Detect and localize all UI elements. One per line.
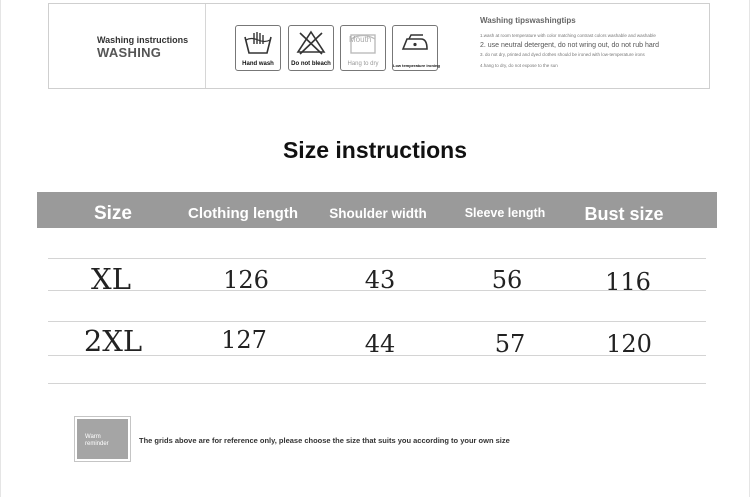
warm-reminder-inner bbox=[77, 419, 128, 459]
row-divider bbox=[48, 321, 706, 322]
reminder-note: The grids above are for reference only, please choose the size that suits you according to your own size bbox=[139, 436, 510, 445]
cell-size-2xl: 2XL bbox=[83, 324, 143, 358]
left-edge-line bbox=[0, 0, 1, 497]
warm-reminder-label bbox=[85, 434, 109, 448]
cell-shoulder-width: 44 bbox=[364, 330, 396, 358]
hang-dry-icon-box bbox=[340, 25, 386, 71]
iron-icon-box bbox=[392, 25, 438, 71]
hand-wash-label: Hand wash bbox=[242, 61, 274, 67]
cell-size-xl: XL bbox=[91, 262, 131, 296]
warm-reminder-line1: Warm bbox=[85, 434, 101, 440]
washing-tip-1: 1.wash at room temperature with color matching contrast colors washable and washable bbox=[480, 33, 656, 38]
header-clothing-length: Clothing length bbox=[188, 205, 298, 222]
size-instructions-title: Size instructions bbox=[282, 137, 468, 163]
washing-tip-4: 4.hang to dry, do not expose to the sun bbox=[480, 63, 558, 68]
no-bleach-label: Do not bleach bbox=[291, 61, 331, 67]
warm-reminder-box bbox=[74, 416, 131, 462]
header-bust-size: Bust size bbox=[584, 204, 664, 224]
cell-bust-size: 120 bbox=[606, 330, 652, 358]
cell-bust-size: 116 bbox=[605, 268, 651, 296]
cell-clothing-length: 126 bbox=[223, 266, 269, 294]
iron-low-temp-icon bbox=[399, 29, 431, 55]
washing-tip-3: 3. do not dry, printed and dyed clothes should be ironed with low-temperature irons bbox=[480, 52, 645, 57]
hang-dry-overlay-text: Mouth bbox=[349, 35, 372, 44]
washing-tips bbox=[480, 16, 705, 68]
warm-reminder-line2: reminder bbox=[85, 441, 109, 447]
washing-header bbox=[49, 4, 206, 88]
row-divider bbox=[48, 258, 706, 259]
washing-label: WASHING bbox=[97, 45, 162, 60]
iron-label: Low temperature ironing bbox=[393, 63, 440, 68]
no-bleach-icon-box bbox=[288, 25, 334, 71]
header-shoulder-width: Shoulder width bbox=[329, 206, 427, 221]
no-bleach-icon bbox=[295, 29, 327, 55]
washing-instructions-panel bbox=[48, 3, 710, 89]
cell-sleeve-length: 56 bbox=[491, 266, 523, 294]
row-divider bbox=[48, 383, 706, 384]
cell-sleeve-length: 57 bbox=[494, 330, 526, 358]
washing-tips-title: Washing tipswashingtips bbox=[480, 16, 576, 25]
header-size: Size bbox=[93, 203, 133, 224]
header-sleeve-length: Sleeve length bbox=[464, 206, 546, 220]
size-table-header bbox=[37, 192, 717, 228]
cell-shoulder-width: 43 bbox=[364, 266, 396, 294]
cell-clothing-length: 127 bbox=[221, 326, 267, 354]
hand-wash-icon-box bbox=[235, 25, 281, 71]
hand-wash-icon bbox=[242, 29, 274, 55]
washing-instructions-label: Washing instructions bbox=[97, 35, 189, 45]
hang-dry-label: Hang to dry bbox=[347, 61, 379, 67]
washing-tip-2: 2. use neutral detergent, do not wring out, do not rub hard bbox=[480, 42, 660, 49]
